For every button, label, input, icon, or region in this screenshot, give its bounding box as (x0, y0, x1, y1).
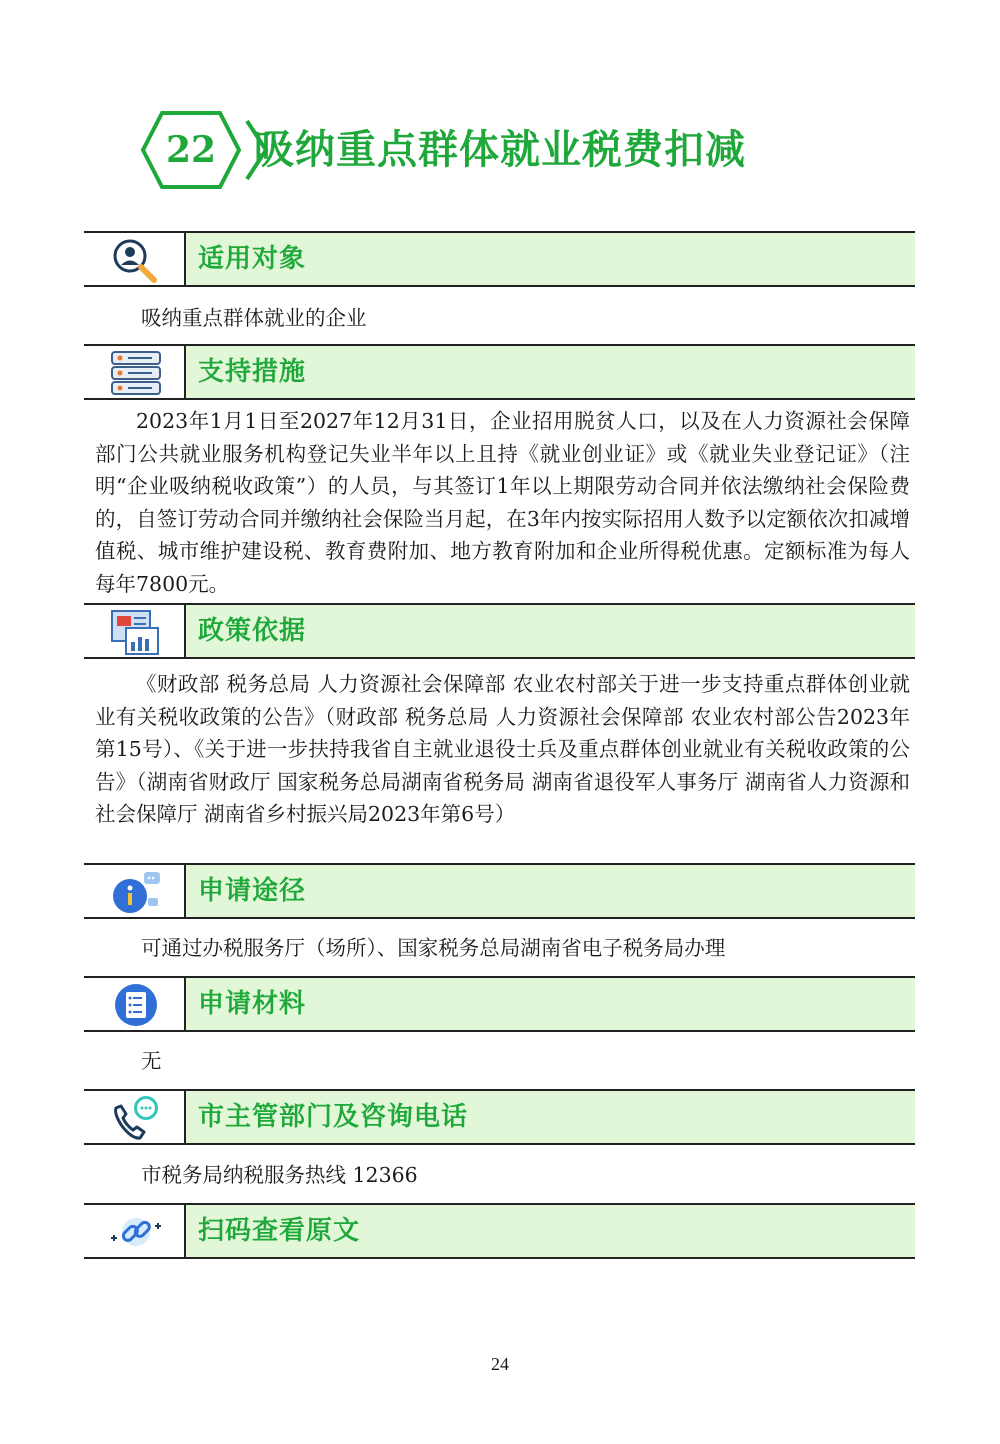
page-number: 24 (491, 1354, 509, 1374)
server-list-icon (108, 349, 164, 397)
phone-chat-icon (108, 1094, 164, 1142)
section-header-channel (84, 863, 915, 919)
section-title: 支持措施 (198, 357, 307, 387)
section-title: 扫码查看原文 (198, 1216, 361, 1246)
person-search-icon (108, 236, 164, 284)
section-body-basis: 《财政部 税务总局 人力资源社会保障部 农业农村部关于进一步支持重点群体创业就业有关税收政策的公告》（财政部 税务总局 人力资源社会保障部 农业农村部公告2023年第15号）、《关于进一步扶持我省自主就业退役士兵及重点群体创业就业有关税收政策的公告》（湖南省财政厅 国家税务总局湖南省税务局 湖南省退役军人事务厅 湖南省人力资源和社会保障厅 湖南省乡村振兴局2023年第6号） (95, 672, 910, 827)
document-chart-icon (108, 608, 164, 656)
page-title-block (140, 110, 900, 190)
section-title: 政策依据 (198, 616, 307, 646)
section-body-materials: 无 (141, 1049, 162, 1073)
section-number: 22 (165, 129, 217, 171)
section-header-contact (84, 1089, 915, 1145)
page-title: 吸纳重点群体就业税费扣减 (254, 127, 746, 173)
section-title: 适用对象 (198, 244, 307, 274)
section-header-applicable (84, 231, 915, 287)
section-body-channel: 可通过办税服务厅（场所）、国家税务总局湖南省电子税务局办理 (141, 936, 726, 960)
link-icon (108, 1208, 164, 1256)
section-header-measures (84, 344, 915, 400)
section-body-measures: 2023年1月1日至2027年12月31日，企业招用脱贫人口，以及在人力资源社会保障部门公共就业服务机构登记失业半年以上且持《就业创业证》或《就业失业登记证》（注明“企业吸纳税收政策”）的人员，与其签订1年以上期限劳动合同并依法缴纳社会保险费的，自签订劳动合同并缴纳社会保险当月起，在3年内按实际招用人数予以定额依次扣减增值税、城市维护建设税、教育费附加、地方教育附加和企业所得税优惠。定额标准为每人每年7800元。 (95, 409, 910, 596)
section-body-applicable: 吸纳重点群体就业的企业 (141, 306, 367, 330)
info-chat-icon (108, 868, 164, 916)
section-header-basis (84, 603, 915, 659)
section-header-materials (84, 976, 915, 1032)
section-title: 申请途径 (198, 876, 307, 906)
section-title: 市主管部门及咨询电话 (198, 1102, 469, 1132)
section-header-scan (84, 1203, 915, 1259)
section-title: 申请材料 (198, 989, 307, 1019)
list-doc-icon (108, 981, 164, 1029)
section-body-contact: 市税务局纳税服务热线 12366 (141, 1163, 418, 1187)
